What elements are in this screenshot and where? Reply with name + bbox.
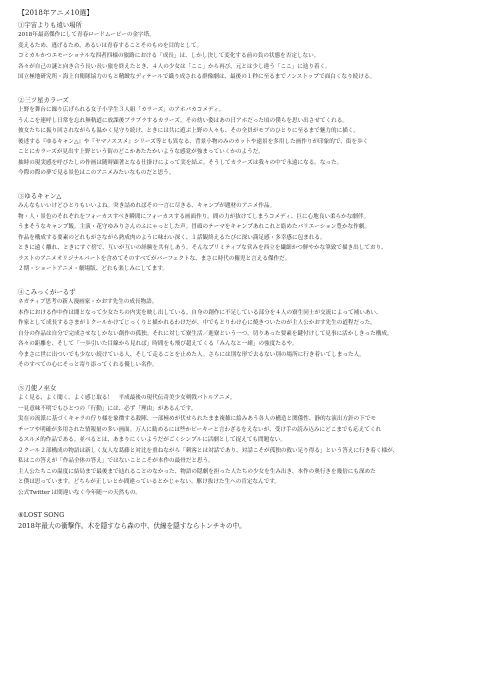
body-line: よく見る、よく聞く、よく感じ取る！ 平成最後の現代伝奇美少女剣戟バトルアニメ。 xyxy=(18,395,236,402)
body-line: ２期・ショートアニメ・劇場版、どれも楽しみにしてます。 xyxy=(18,266,169,273)
body-line: みんなもいいけどひとりもいいよね。突き詰めればその一言に尽きる、キャンプが題材のアニメ作品。 xyxy=(18,203,276,210)
body-line: ２クール２部構成の物語は新しく友人な葛藤と対比を重ねながら「刺客とは対話であり、対話こそが孤独の救い足り得る」という答えに行き着く様が、 xyxy=(18,447,399,454)
body-line: ときに遠く離れ、ときにすぐ傍で、互いが互いの経験を共有しあう。そんなプリミティブな営みを西立を繊細かつ鮮やかな筆致で描き出しており、 xyxy=(18,245,387,252)
body-line: 今まさに世に出ついでも少ない続けている人、そして走ることを止めた人。さらには別な形で去るない別の場所に行き着いてしまった人。 xyxy=(18,351,365,358)
body-line: 実在の流派に基づくキャラの佇り様を象徴する殺陣、一部極めが伏せられたまま複雑に絡みあう各人の構造と関係性、静的な演出方針の下でモ xyxy=(18,416,377,423)
body-line: 国立極地研究所・海上自衛隊協力のもと精緻なディテールで織り成される群像劇は、最後の１秒に至るまでノンストップで面白くなり続ける。 xyxy=(18,74,376,81)
body-line: そのすべての心にそっと寄り添ってくれる優しい名作。 xyxy=(18,362,158,369)
section-comic-girls xyxy=(18,287,468,371)
body-line: ことにカラーズが見出す上野という街のどこかあたたかいような感覚が強まっていくかのようだ。 xyxy=(18,149,264,156)
document-title: 【2018年アニメ10選】 xyxy=(18,9,94,17)
section-heading: ②三ツ星カラーズ xyxy=(18,95,69,104)
body-line: うまそうなキャンプ飯。主演・花守ゆみりさんのふにゃっとした声。冒頭のテーマをキャンプあれこれと絡めたバリエーション豊かな作劇。 xyxy=(18,224,370,231)
body-line: 上野を舞台に繰り広げられる女子小学生３人組「カラーズ」のアホバカコメディ。 xyxy=(18,107,225,114)
body-line: と僕は思っています。どちらが正しいとか間違っているとかじゃない。駆け抜けた生への肯定なんです。 xyxy=(18,479,281,486)
section-yuru-camp xyxy=(18,191,468,275)
body-line: 2018年最高傑作にして青春ロードムービーの金字塔。 xyxy=(18,32,155,39)
section-heading: ④こみっくがーるず xyxy=(18,287,76,296)
body-line: 公式Twitter は間違いなく今年随一の天然もの。 xyxy=(18,489,141,496)
body-line: 私はこの答えが「作品全体の答え」ではないことこそが本作の最骨だと思う。 xyxy=(18,458,214,465)
body-line: 本作における作中作は闇となって少女たちの内実を映し出している。自身の創作に不足している部分を４人の寮生同士が交流によって補いあい、 xyxy=(18,309,382,316)
body-line: 主人公たちこの温度に結局まで最後まで辿れることのなかった、物語の隠劇を担った人たちの少女を生み出き、本作の奥行きを幾倍にも深めた xyxy=(18,468,376,475)
body-line: うんこを連呼し日常を忘れ無軌道に放課後ブラブラするカラーズ。その幼い姿はあの日アホだった頃の僕らを思い出させてくれる。 xyxy=(18,117,348,124)
section-sora-yorimo xyxy=(18,20,468,83)
body-line: 各々の距離を、そして「一歩引いた目線から見れば」時間をも飛び超えてくる「みんなと一緒」の強度たるや。 xyxy=(18,341,298,348)
body-line: 作家として成長するさまが１クールかけてじっくりと描かれるわけだが、中でもとりわけ心に焼きついたのが主人公かおす先生の道程だった。 xyxy=(18,320,376,327)
body-line: 変えるため、逃げるため、あるいは青春することそのものを目的として。 xyxy=(18,42,203,49)
body-line: コミカルかつエモーショナルな四者四様の旅路における「成長」は、しかし決して変化する前の負の状態を否定しない。 xyxy=(18,53,320,60)
body-line: るスルメ的作品である。並べるとは、あまりにくいようだがごくシンプルに活劇として捉えても問題ない。 xyxy=(18,437,286,444)
section-heading: ③ゆるキャン△ xyxy=(18,191,62,200)
body-line: 後述する『ゆるキャン△』や『ヤマノススメ』シリーズ等とも異なる、背景小物のみのカットや遠景を多用した画作りが印象的で、街を歩く xyxy=(18,138,369,145)
body-line: 2018年最大の衝撃作。木を隠すなら森の中、伏線を隠すならトンチキの中。 xyxy=(18,522,246,531)
body-line: 彼女たちに振り回されながらも温かく見守り続け、ときには共に遊ぶ上野の人々も、その全員がモブのひとりに至るまで魅力的に描く。 xyxy=(18,128,359,135)
section-heading: ⑥LOST SONG xyxy=(18,511,65,520)
body-line: ネガティブ思考の新人漫画家・かおす先生の成長物語。 xyxy=(18,299,158,306)
body-line: 各々が自己の謎と向き合う長い長い旅を終えたとき、４人の少女は「ここ」から再び、元とは少し違う「ここ」に辿り着く。 xyxy=(18,63,331,70)
body-line: チーフや明確が多用された情報量の多い画面。万人に勧めるには些かピーキーと言わざるをえないが、受け手の読み込みにどこまでも応えてくれ xyxy=(18,426,382,433)
section-heading: ⑤刀使ノ巫女 xyxy=(18,383,57,392)
section-lost-song xyxy=(18,510,468,532)
body-line: ラストのアニメオリジナルパートを含めてそのすべてがパーフェクトな、まさに時代の羅児と言える傑作だ。 xyxy=(18,255,291,262)
section-heading: ①宇宙よりも遠い場所 xyxy=(18,21,82,29)
section-mitsuboshi-colors xyxy=(18,95,468,179)
section-toji-no-miko xyxy=(18,383,468,498)
body-line: 今際の際の夢で見る景色はこのアニメみたいなものだと思う。 xyxy=(18,170,175,177)
body-line: 物・人・景色のそれぞれをフォーカスすべき瞬間にフォーカスする画面作り。間の力が抜けてしまうコメディ、巨に心地良い柔らかな劇伴。 xyxy=(18,213,370,220)
body-line: 抽時の現実感を呼びたしの作画は随時顕著となる仕掛けによって実を結ぶ。そうしてカラーズは我々の中で永遠になる。なった。 xyxy=(18,159,343,166)
body-line: 自分の作品は自分で完成させなしかない創作の孤独。それに対して寮生活／進寮という一つ、切りあった要素を鍵付けして見事に活かしきった構成。 xyxy=(18,330,393,337)
body-line: 作品を構成する要素のどれもがさながら熟成肉のように味わい深く、１話観終えるたびに深い満足感・多幸感に包まれる。 xyxy=(18,234,326,241)
body-line: 一見意味不明でもひとつの「行動」には、必ず「理由」があるんです。 xyxy=(18,405,197,412)
